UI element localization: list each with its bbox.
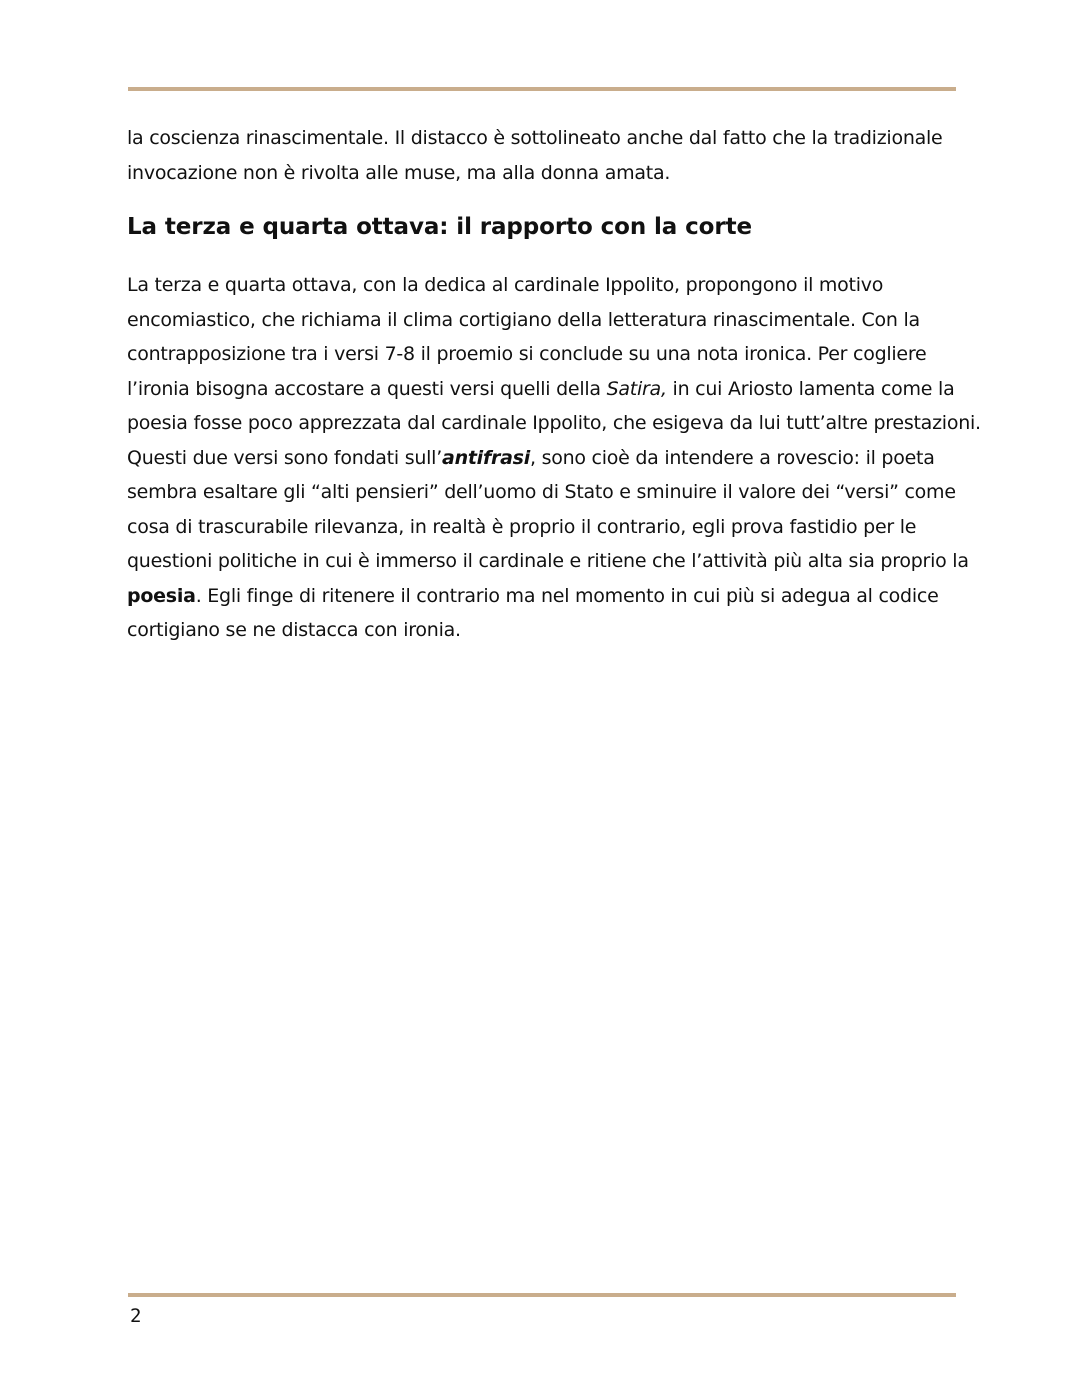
text-run: l’ironia bisogna accostare a questi versi quelli della: [127, 377, 607, 400]
paragraph-line: cortigiano se ne distacca con ironia.: [127, 619, 461, 641]
paragraph-line: [127, 441, 962, 476]
section-heading: La terza e quarta ottava: il rapporto con la corte: [127, 214, 753, 240]
section-paragraph: [127, 268, 981, 648]
page-number: 2: [130, 1305, 142, 1327]
intro-line: la coscienza rinascimentale. Il distacco è sottolineato anche dal fatto che la tradizionale: [127, 127, 943, 149]
antifrasi-emphasis: antifrasi: [442, 446, 530, 469]
satira-italic: Satira,: [606, 377, 667, 400]
intro-line: invocazione non è rivolta alle muse, ma alla donna amata.: [127, 161, 671, 184]
text-run: in cui Ariosto lamenta come la: [666, 377, 955, 400]
text-run: , sono cioè da intendere a rovescio: il poeta: [529, 446, 935, 469]
paragraph-line: encomiastico, che richiama il clima cortigiano della letteratura rinascimentale. Con la: [127, 308, 920, 331]
top-divider: [128, 87, 956, 91]
bottom-divider: [128, 1293, 956, 1297]
paragraph-line: La terza e quarta ottava, con la dedica al cardinale Ippolito, propongono il motivo: [127, 274, 884, 296]
document-body: [127, 121, 981, 648]
intro-paragraph: [127, 121, 962, 190]
paragraph-line: poesia fosse poco apprezzata dal cardinale Ippolito, che esigeva da lui tutt’altre prestazioni.: [127, 412, 981, 434]
poesia-bold: poesia: [127, 584, 196, 607]
paragraph-line: sembra esaltare gli “alti pensieri” dell’uomo di Stato e sminuire il valore dei “versi” come: [127, 481, 956, 503]
paragraph-line: questioni politiche in cui è immerso il cardinale e ritiene che l’attività più alta sia proprio la: [127, 550, 969, 572]
paragraph-line: contrapposizione tra i versi 7-8 il proemio si conclude su una nota ironica. Per cogliere: [127, 343, 927, 365]
text-run: Questi due versi sono fondati sull’: [127, 446, 442, 469]
text-run: . Egli finge di ritenere il contrario ma nel momento in cui più si adegua al codice: [195, 584, 939, 607]
paragraph-line: [127, 372, 962, 407]
paragraph-line: cosa di trascurabile rilevanza, in realtà è proprio il contrario, egli prova fastidio per le: [127, 515, 917, 538]
paragraph-line: [127, 579, 962, 614]
